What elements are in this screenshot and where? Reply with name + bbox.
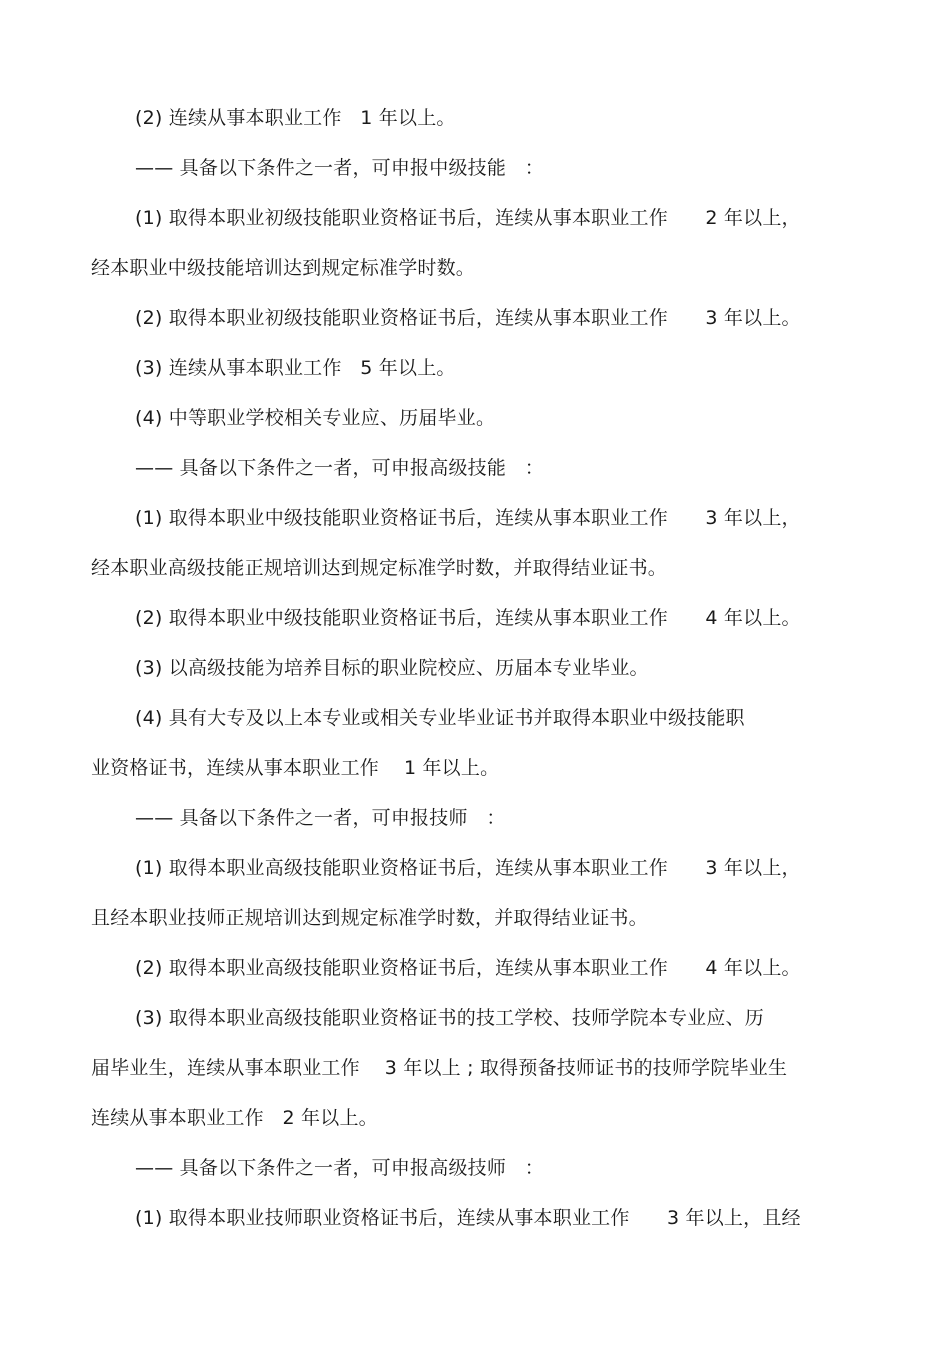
text-line: (2) 连续从事本职业工作 1 年以上。	[135, 107, 456, 129]
text-line: 经本职业中级技能培训达到规定标准学时数。	[91, 257, 476, 279]
section-heading: —— 具备以下条件之一者，可申报高级技能 ：	[135, 457, 544, 479]
section-heading: —— 具备以下条件之一者，可申报中级技能 ：	[135, 157, 544, 179]
text-line: (1) 取得本职业中级技能职业资格证书后，连续从事本职业工作 3 年以上，	[135, 507, 801, 529]
text-line: (3) 取得本职业高级技能职业资格证书的技工学校、技师学院本专业应、历	[135, 1007, 764, 1029]
text-line: 业资格证书，连续从事本职业工作 1 年以上。	[91, 757, 500, 779]
text-line: (1) 取得本职业初级技能职业资格证书后，连续从事本职业工作 2 年以上，	[135, 207, 801, 229]
text-line: (3) 以高级技能为培养目标的职业院校应、历届本专业毕业。	[135, 657, 649, 679]
text-line: (1) 取得本职业高级技能职业资格证书后，连续从事本职业工作 3 年以上，	[135, 857, 801, 879]
text-line: (2) 取得本职业高级技能职业资格证书后，连续从事本职业工作 4 年以上。	[135, 957, 801, 979]
section-heading: —— 具备以下条件之一者，可申报技师 ：	[135, 807, 506, 829]
text-line: (4) 中等职业学校相关专业应、历届毕业。	[135, 407, 496, 429]
text-line: (2) 取得本职业初级技能职业资格证书后，连续从事本职业工作 3 年以上。	[135, 307, 801, 329]
text-line: 届毕业生，连续从事本职业工作 3 年以上 ; 取得预备技师证书的技师学院毕业生	[91, 1057, 788, 1079]
text-line: 且经本职业技师正规培训达到规定标准学时数，并取得结业证书。	[91, 907, 648, 929]
text-line: (1) 取得本职业技师职业资格证书后，连续从事本职业工作 3 年以上，且经	[135, 1207, 801, 1229]
text-line: (4) 具有大专及以上本专业或相关专业毕业证书并取得本职业中级技能职	[135, 707, 745, 729]
section-heading: —— 具备以下条件之一者，可申报高级技师 ：	[135, 1157, 544, 1179]
text-line: 连续从事本职业工作 2 年以上。	[91, 1107, 378, 1129]
text-line: 经本职业高级技能正规培训达到规定标准学时数，并取得结业证书。	[91, 557, 668, 579]
text-line: (2) 取得本职业中级技能职业资格证书后，连续从事本职业工作 4 年以上。	[135, 607, 801, 629]
text-line: (3) 连续从事本职业工作 5 年以上。	[135, 357, 456, 379]
